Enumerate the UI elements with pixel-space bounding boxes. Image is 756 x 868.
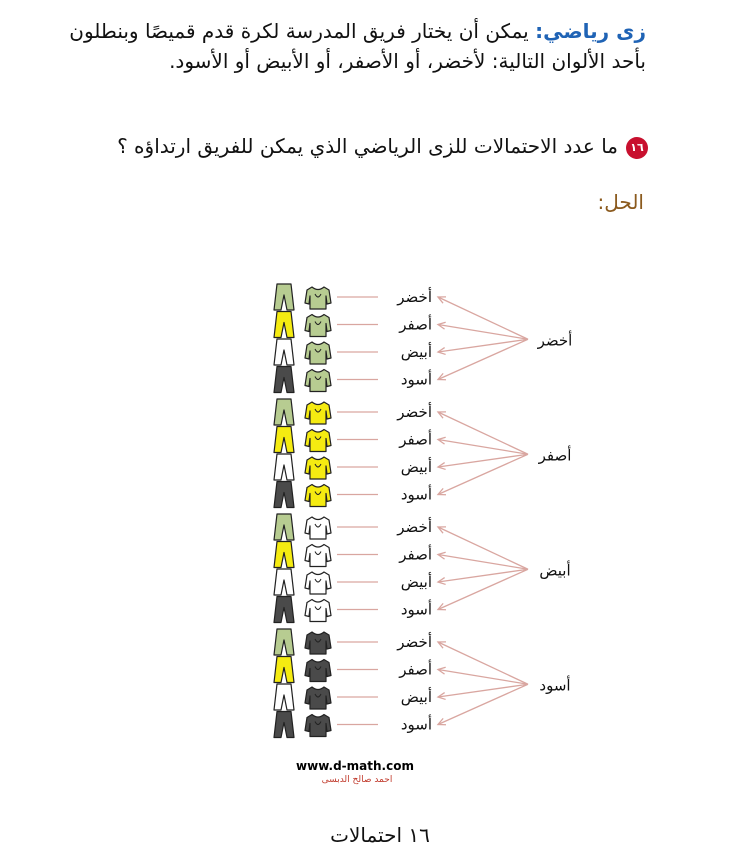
- watermark-author: احمد صالح الدبسى: [321, 775, 393, 785]
- shirt-icon: [305, 632, 331, 654]
- question-text: ما عدد الاحتمالات للزى الرياضي الذي يمكن للفريق ارتداؤه ؟: [117, 134, 618, 158]
- branch-line: [438, 440, 528, 455]
- leaf-label: أخضر: [397, 403, 432, 421]
- pants-icon: [274, 569, 294, 595]
- branch-label: أخضر: [537, 331, 573, 350]
- shirt-icon: [305, 715, 331, 737]
- pants-icon: [274, 427, 294, 453]
- leaf-label: أخضر: [397, 288, 432, 306]
- leaf-label: أصفر: [399, 430, 432, 449]
- shirt-icon: [305, 370, 331, 392]
- shirt-icon: [305, 572, 331, 594]
- leaf-label: أصفر: [399, 545, 432, 564]
- shirt-icon: [305, 315, 331, 337]
- pants-icon: [274, 482, 294, 508]
- branch-label: أصفر: [538, 446, 572, 465]
- solution-label: الحل:: [597, 190, 644, 214]
- answer-text: ١٦ احتمالات: [330, 823, 430, 847]
- pants-icon: [274, 367, 294, 393]
- leaf-label: أسود: [400, 485, 432, 504]
- leaf-label: أصفر: [399, 660, 432, 679]
- branch-line: [438, 642, 528, 684]
- pants-icon: [274, 629, 294, 655]
- pants-icon: [274, 684, 294, 710]
- branch-line: [438, 555, 528, 570]
- question-number-badge: ١٦: [626, 137, 648, 159]
- leaf-label: أخضر: [397, 633, 432, 651]
- branch-line: [438, 670, 528, 685]
- branch-line: [438, 412, 528, 454]
- branch-label: أبيض: [539, 561, 571, 580]
- leaf-label: أبيض: [400, 343, 432, 361]
- pants-icon: [274, 312, 294, 338]
- problem-text: يمكن أن يختار فريق المدرسة لكرة قدم قميصًا وبنطلون بأحد الألوان التالية: لأخضر، أو الأصفر، أو الأبيض أو الأسود.: [69, 19, 646, 73]
- shirt-icon: [305, 660, 331, 682]
- pants-icon: [274, 597, 294, 623]
- watermark-url: www.d-math.com: [296, 759, 414, 773]
- shirt-icon: [305, 517, 331, 539]
- leaf-label: أصفر: [399, 315, 432, 334]
- shirt-icon: [305, 687, 331, 709]
- problem-title: زى رياضي:: [535, 19, 646, 43]
- shirt-icon: [305, 545, 331, 567]
- pants-icon: [274, 514, 294, 540]
- pants-icon: [274, 339, 294, 365]
- leaf-label: أخضر: [397, 518, 432, 536]
- branch-label: أسود: [539, 676, 571, 695]
- leaf-label: أبيض: [400, 573, 432, 591]
- leaf-label: أسود: [400, 715, 432, 734]
- pants-icon: [274, 542, 294, 568]
- leaf-label: أسود: [400, 370, 432, 389]
- shirt-icon: [305, 457, 331, 479]
- shirt-icon: [305, 342, 331, 364]
- pants-icon: [274, 657, 294, 683]
- branch-line: [438, 297, 528, 339]
- shirt-icon: [305, 287, 331, 309]
- shirt-icon: [305, 430, 331, 452]
- pants-icon: [274, 454, 294, 480]
- branch-line: [438, 325, 528, 340]
- shirt-icon: [305, 485, 331, 507]
- pants-icon: [274, 712, 294, 738]
- leaf-label: أبيض: [400, 458, 432, 476]
- leaf-label: أبيض: [400, 688, 432, 706]
- leaf-label: أسود: [400, 600, 432, 619]
- shirt-icon: [305, 600, 331, 622]
- branch-line: [438, 527, 528, 569]
- pants-icon: [274, 284, 294, 310]
- shirt-icon: [305, 402, 331, 424]
- pants-icon: [274, 399, 294, 425]
